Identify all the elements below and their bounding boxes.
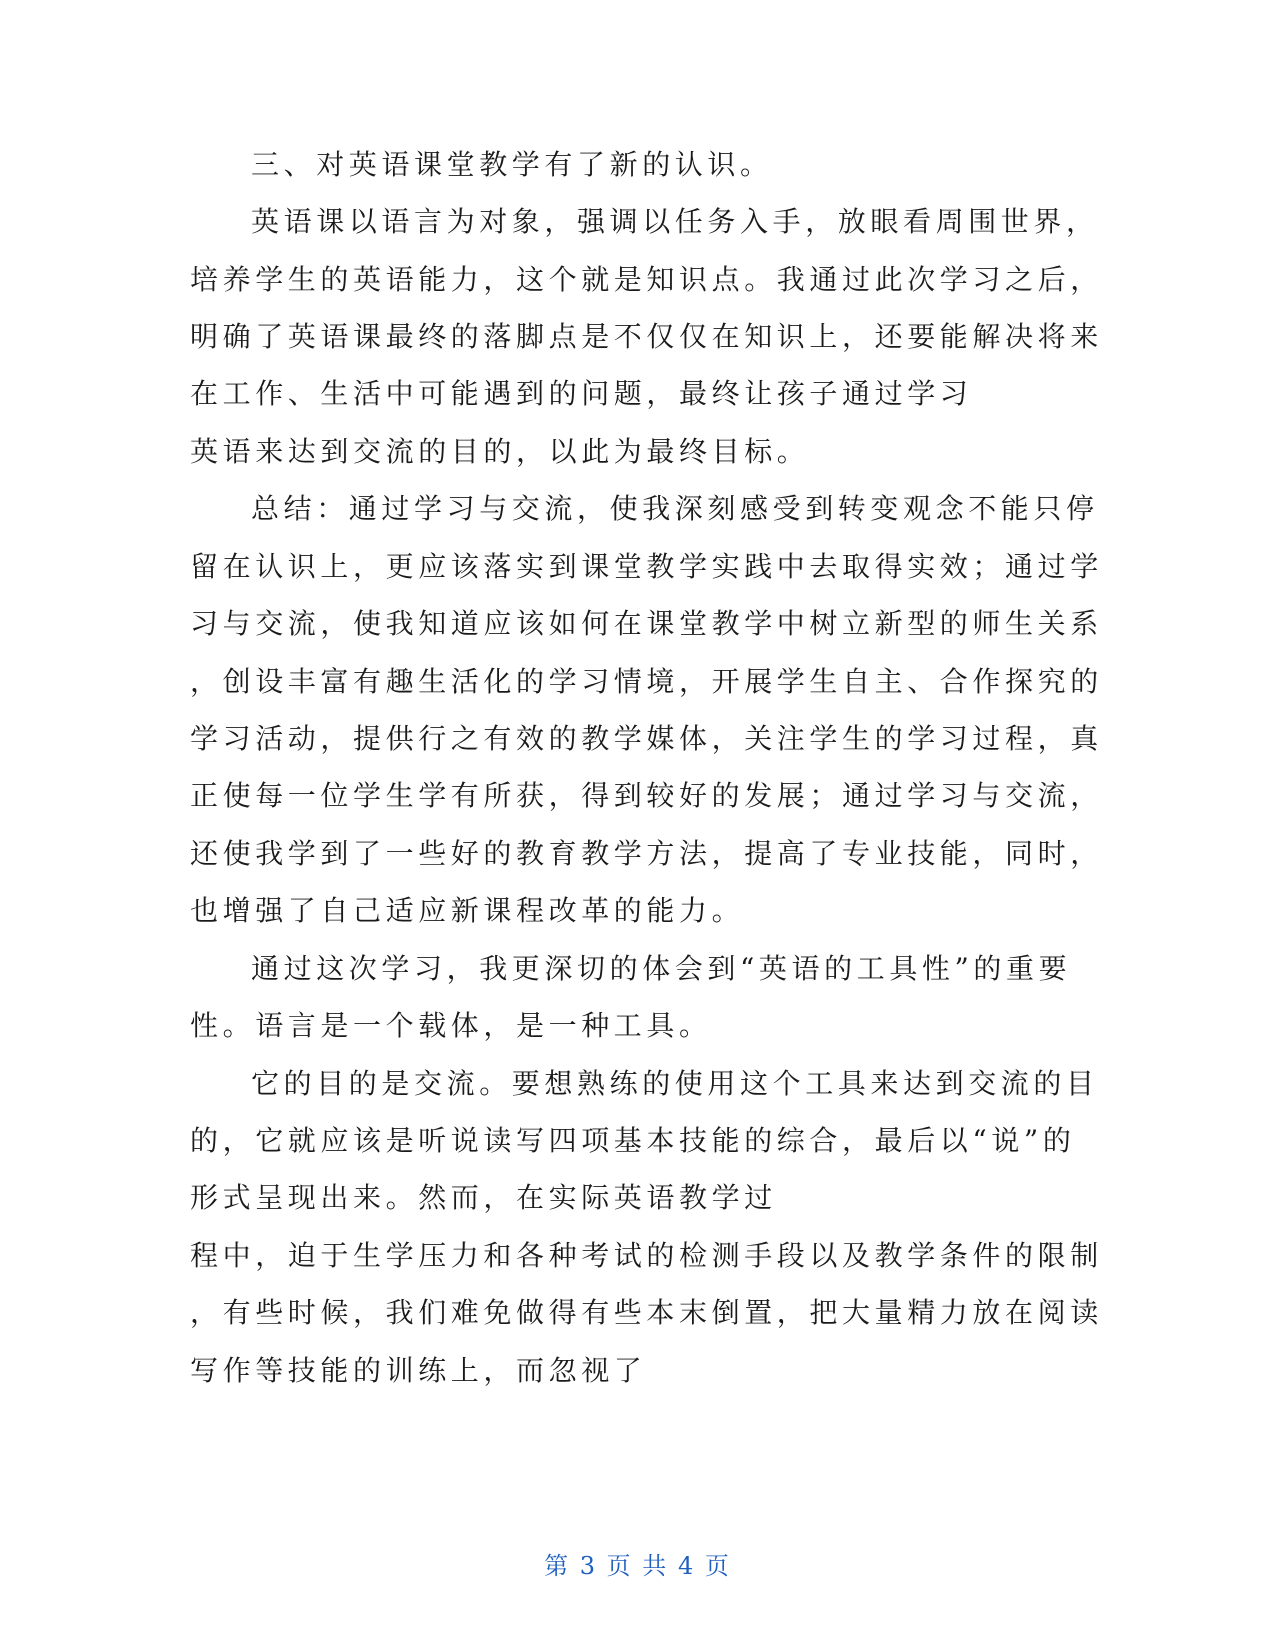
paragraph-line: 英语课以语言为对象，强调以任务入手，放眼看周围世界， [251,205,1099,238]
paragraph-line: 三、对英语课堂教学有了新的认识。 [251,148,773,181]
paragraph-line: 性。语言是一个载体，是一种工具。 [190,1009,712,1042]
paragraph-line: 正使每一位学生学有所获，得到较好的发展；通过学习与交流， [190,779,1103,812]
paragraph-line: 留在认识上，更应该落实到课堂教学实践中去取得实效；通过学 [190,550,1103,583]
page-number-label: 第 3 页 共 4 页 [544,1552,731,1580]
paragraph-line: 培养学生的英语能力，这个就是知识点。我通过此次学习之后， [190,263,1103,296]
paragraph-line: 英语来达到交流的目的，以此为最终目标。 [190,435,810,468]
paragraph-line: 学习活动，提供行之有效的教学媒体，关注学生的学习过程，真 [190,722,1103,755]
paragraph-line: 程中，迫于生学压力和各种考试的检测手段以及教学条件的限制 [190,1239,1103,1272]
paragraph-line: 在工作、生活中可能遇到的问题，最终让孩子通过学习 [190,377,973,410]
paragraph-line: 它的目的是交流。要想熟练的使用这个工具来达到交流的目 [251,1067,1099,1100]
paragraph-line: ，创设丰富有趣生活化的学习情境，开展学生自主、合作探究的 [190,665,1103,698]
paragraph-line: 形式呈现出来。然而，在实际英语教学过 [190,1181,777,1214]
page-footer [0,1546,1275,1581]
paragraph-line: 明确了英语课最终的落脚点是不仅仅在知识上，还要能解决将来 [190,320,1103,353]
paragraph-line: 写作等技能的训练上，而忽视了 [190,1354,647,1387]
paragraph-line: 也增强了自己适应新课程改革的能力。 [190,894,745,927]
paragraph-line: ，有些时候，我们难免做得有些本末倒置，把大量精力放在阅读 [190,1296,1103,1329]
paragraph-line: 的，它就应该是听说读写四项基本技能的综合，最后以“说”的 [190,1124,1076,1157]
paragraph-line: 还使我学到了一些好的教育教学方法，提高了专业技能，同时， [190,837,1103,870]
paragraph-line: 通过这次学习，我更深切的体会到“英语的工具性”的重要 [251,952,1072,985]
paragraph-line: 习与交流，使我知道应该如何在课堂教学中树立新型的师生关系 [190,607,1103,640]
paragraph-line: 总结：通过学习与交流，使我深刻感受到转变观念不能只停 [251,492,1099,525]
